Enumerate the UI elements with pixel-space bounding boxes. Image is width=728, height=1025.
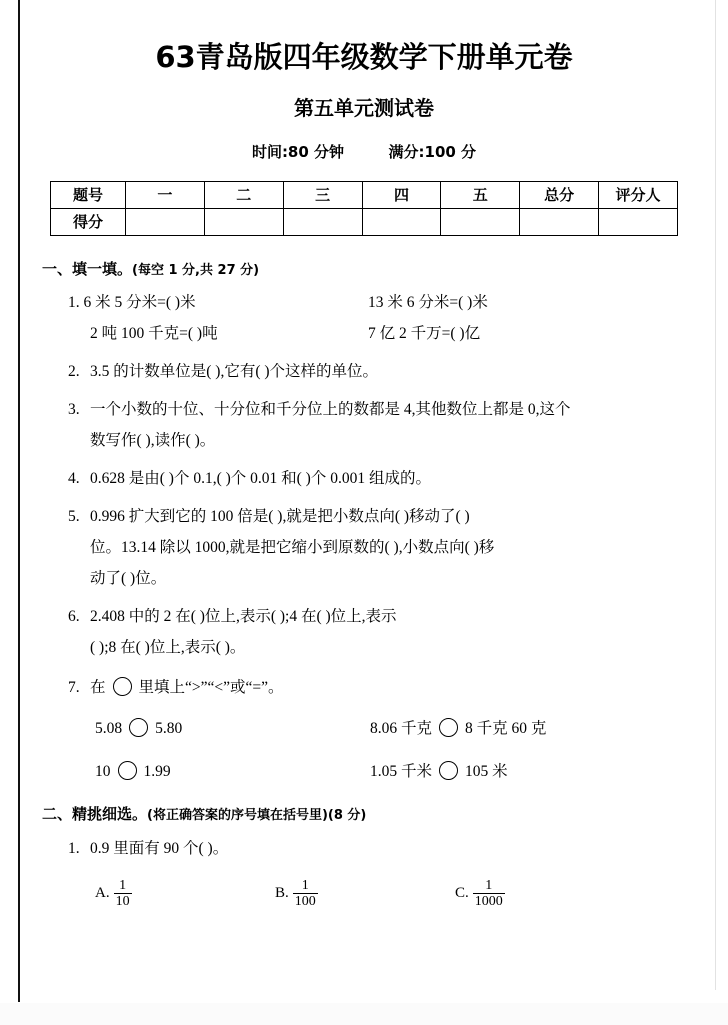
section-2-note: (将正确答案的序号填在括号里)(8 分) — [147, 807, 367, 823]
comparison-row-1 — [0, 713, 728, 744]
choice-a-fraction — [114, 878, 132, 909]
choice-a[interactable] — [95, 878, 275, 909]
question-6-line-1: 2.408 中的 2 在( )位上,表示( );4 在( )位上,表示 — [90, 607, 397, 625]
score-table-col-0: 一 — [126, 181, 205, 208]
question-5-line-3: 动了( )位。 — [90, 569, 167, 587]
score-table-row-label-1: 得分 — [51, 208, 126, 235]
question-7-number: 7. — [68, 678, 80, 696]
question-6 — [0, 601, 728, 663]
section-1-title: 一、填一填。 — [42, 259, 133, 278]
choice-a-letter: A. — [95, 885, 110, 901]
comparison-item-1 — [95, 713, 370, 744]
question-2-text: 3.5 的计数单位是( ),它有( )个这样的单位。 — [90, 362, 379, 380]
score-cell-4[interactable] — [441, 208, 520, 235]
question-3-number: 3. — [68, 400, 80, 418]
comparison-circle-icon — [113, 677, 132, 696]
choice-a-numerator: 1 — [119, 877, 127, 893]
comparison-item-2 — [370, 713, 546, 744]
comparison-circle-1-icon[interactable] — [129, 718, 148, 737]
question-5-number: 5. — [68, 507, 80, 525]
page-subtitle: 第五单元测试卷 — [294, 95, 434, 120]
comparison-2-left: 8.06 千克 — [370, 719, 433, 737]
score-cell-2[interactable] — [283, 208, 362, 235]
score-table-container — [0, 181, 728, 236]
question-4-text: 0.628 是由( )个 0.1,( )个 0.01 和( )个 0.001 组成的。 — [90, 469, 431, 487]
exam-total-score: 满分:100 分 — [388, 142, 477, 161]
score-table-col-3: 四 — [362, 181, 441, 208]
question-1-number: 1. — [68, 293, 80, 311]
question-4-number: 4. — [68, 469, 80, 487]
question-7-text-after: 里填上“>”“<”或“=”。 — [138, 678, 284, 696]
question-7-text-before: 在 — [90, 678, 106, 696]
question-7-text — [68, 672, 700, 703]
page-bottom-band — [0, 1003, 728, 1025]
question-2 — [0, 356, 728, 387]
comparison-3-right: 1.99 — [143, 762, 171, 780]
choice-c-fraction — [473, 878, 505, 909]
question-3-line-1: 一个小数的十位、十分位和千分位上的数都是 4,其他数位上都是 0,这个 — [90, 400, 571, 418]
section-1-note: (每空 1 分,共 27 分) — [132, 262, 260, 278]
comparison-circle-3-icon[interactable] — [118, 761, 137, 780]
comparison-circle-4-icon[interactable] — [439, 761, 458, 780]
comparison-circle-2-icon[interactable] — [439, 718, 458, 737]
choice-a-denominator: 10 — [115, 894, 130, 909]
choice-c[interactable] — [455, 878, 635, 909]
score-table-row-label-0: 题号 — [51, 181, 126, 208]
exam-meta — [0, 141, 728, 162]
choice-c-letter: C. — [455, 885, 469, 901]
score-table-col-2: 三 — [283, 181, 362, 208]
score-cell-5[interactable] — [520, 208, 599, 235]
score-cell-6[interactable] — [599, 208, 678, 235]
choice-b-denominator: 100 — [294, 894, 316, 909]
answer-choices — [0, 878, 728, 909]
question-1-left-b: 2 吨 100 千克=( )吨 — [90, 324, 218, 342]
score-cell-1[interactable] — [204, 208, 283, 235]
comparison-2-right: 8 千克 60 克 — [465, 719, 547, 737]
choice-b-fraction — [293, 878, 318, 909]
comparison-item-3 — [95, 756, 370, 787]
table-row-scores — [51, 208, 678, 235]
comparison-item-4 — [370, 756, 508, 787]
score-table-col-6: 评分人 — [599, 181, 678, 208]
question-3-line-2: 数写作( ),读作( )。 — [90, 431, 216, 449]
exam-time-limit: 时间:80 分钟 — [251, 142, 345, 161]
choice-c-denominator: 1000 — [474, 894, 503, 909]
question-1-left-a-text: 6 米 5 分米=( )米 — [83, 293, 196, 311]
table-row-header — [51, 181, 678, 208]
question-5-line-2: 位。13.14 除以 1000,就是把它缩小到原数的( ),小数点向( )移 — [90, 538, 495, 556]
question-7 — [0, 672, 728, 703]
question-2-number: 2. — [68, 362, 80, 380]
score-table-col-1: 二 — [204, 181, 283, 208]
choice-b[interactable] — [275, 878, 455, 909]
section-2-title: 二、精挑细选。 — [42, 804, 148, 823]
choice-b-letter: B. — [275, 885, 289, 901]
section-2-question-1-number: 1. — [68, 839, 80, 857]
score-table-col-5: 总分 — [520, 181, 599, 208]
comparison-1-left: 5.08 — [95, 719, 123, 737]
question-6-line-2: ( );8 在( )位上,表示( )。 — [90, 638, 246, 656]
question-3 — [0, 394, 728, 456]
choice-b-numerator: 1 — [301, 877, 309, 893]
comparison-1-right: 5.80 — [155, 719, 183, 737]
question-4 — [0, 463, 728, 494]
question-1-2 — [0, 318, 728, 349]
section-1-heading — [0, 258, 728, 279]
comparison-4-left: 1.05 千米 — [370, 762, 433, 780]
question-1-right-b: 7 亿 2 千万=( )亿 — [368, 324, 481, 342]
comparison-row-2 — [0, 756, 728, 787]
section-2-heading — [0, 803, 728, 824]
question-1-left-a — [68, 287, 368, 318]
score-table — [50, 181, 678, 236]
page-title: 63青岛版四年级数学下册单元卷 — [155, 40, 573, 74]
question-5-line-1: 0.996 扩大到它的 100 倍是( ),就是把小数点向( )移动了( ) — [90, 507, 470, 525]
section-2-question-1 — [0, 833, 728, 864]
score-cell-3[interactable] — [362, 208, 441, 235]
question-1-right-a: 13 米 6 分米=( )米 — [368, 293, 488, 311]
choice-c-numerator: 1 — [485, 877, 493, 893]
comparison-4-right: 105 米 — [465, 762, 508, 780]
comparison-3-left: 10 — [95, 762, 111, 780]
question-5 — [0, 501, 728, 594]
question-1-1 — [0, 287, 728, 318]
section-2-question-1-text: 0.9 里面有 90 个( )。 — [90, 839, 229, 857]
score-table-col-4: 五 — [441, 181, 520, 208]
score-cell-0[interactable] — [126, 208, 205, 235]
question-6-number: 6. — [68, 607, 80, 625]
